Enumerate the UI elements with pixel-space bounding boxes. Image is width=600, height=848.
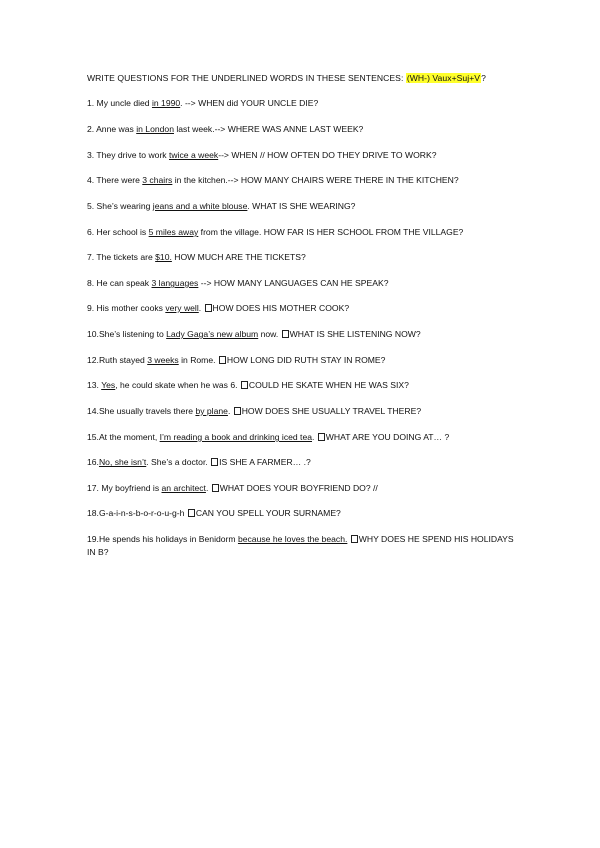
arrow-symbol-icon (351, 535, 358, 543)
list-item (87, 354, 527, 367)
title-end: ? (481, 73, 486, 83)
underlined-words: $10. (155, 252, 172, 262)
sentence-start: 1. My uncle died (87, 98, 152, 108)
underlined-words: Lady Gaga’s new album (166, 329, 259, 339)
question-text: HOW DOES HIS MOTHER COOK? (212, 303, 350, 313)
list-item (87, 277, 527, 290)
underlined-words: very well (165, 303, 199, 313)
sentence-end: . (312, 432, 317, 442)
list-item (87, 226, 527, 239)
sentence-end: . She’s a doctor. (146, 457, 211, 467)
question-text: last week.--> WHERE WAS ANNE LAST WEEK? (173, 124, 364, 134)
question-text: --> HOW MANY LANGUAGES CAN HE SPEAK? (198, 278, 389, 288)
underlined-words: 3 languages (151, 278, 199, 288)
list-item (87, 379, 527, 392)
sentence-start: 8. He can speak (87, 278, 152, 288)
list-item (87, 456, 527, 469)
list-item (87, 328, 527, 341)
list-item (87, 431, 527, 444)
list-item (87, 251, 527, 264)
underlined-words: Yes (101, 380, 116, 390)
list-item (87, 174, 527, 187)
underlined-words: I’m reading a book and drinking iced tea (159, 432, 313, 442)
underlined-words: 5 miles away (148, 227, 199, 237)
sentence-end: . (198, 303, 204, 313)
arrow-symbol-icon (282, 330, 289, 338)
arrow-symbol-icon (188, 509, 195, 517)
underlined-words: by plane (195, 406, 228, 416)
arrow-symbol-icon (205, 304, 212, 312)
underlined-words: 3 chairs (142, 175, 173, 185)
title-text: WRITE QUESTIONS FOR THE UNDERLINED WORDS IN THESE SENTENCES: (87, 73, 406, 83)
sentence-start: 9. His mother cooks (87, 303, 166, 313)
sentence-end: in Rome. (178, 355, 218, 365)
question-text: . --> WHEN did YOUR UNCLE DIE? (180, 98, 319, 108)
sentence-start: 3. They drive to work (87, 150, 169, 160)
arrow-symbol-icon (241, 381, 248, 389)
underlined-words: in London (136, 124, 174, 134)
underlined-words: No, she isn’t (98, 457, 147, 467)
sentence-start: 12.Ruth stayed (87, 355, 148, 365)
underlined-words: in 1990 (151, 98, 181, 108)
question-text: --> WHEN // HOW OFTEN DO THEY DRIVE TO WORK? (218, 150, 437, 160)
question-text: HOW MUCH ARE THE TICKETS? (171, 252, 306, 262)
sentence-start: 18.G-a-i-n-s-b-o-r-o-u-g-h (87, 508, 187, 518)
sentence-end: , he could skate when he was 6. (115, 380, 240, 390)
arrow-symbol-icon (212, 484, 219, 492)
arrow-symbol-icon (211, 458, 218, 466)
arrow-symbol-icon (318, 433, 325, 441)
sentence-start: 17. My boyfriend is (87, 483, 162, 493)
underlined-words: an architect (161, 483, 206, 493)
underlined-words: because he loves the beach. (237, 534, 348, 544)
sentence-end: . (227, 406, 233, 416)
question-text: IS SHE A FARMER… .? (219, 457, 311, 467)
question-text: . WHAT IS SHE WEARING? (247, 201, 356, 211)
question-text: HOW DOES SHE USUALLY TRAVEL THERE? (241, 406, 422, 416)
question-text: WHAT DOES YOUR BOYFRIEND DO? // (219, 483, 378, 493)
list-item (87, 97, 527, 110)
sentence-start: 14.She usually travels there (87, 406, 196, 416)
question-text: COULD HE SKATE WHEN HE WAS SIX? (248, 380, 409, 390)
list-item (87, 507, 527, 520)
list-item (87, 123, 527, 136)
question-text: CAN YOU SPELL YOUR SURNAME? (195, 508, 341, 518)
sentence-end: . (205, 483, 211, 493)
underlined-words: jeans and a white blouse (152, 201, 248, 211)
sentence-end: now. (258, 329, 281, 339)
list-item (87, 405, 527, 418)
worksheet-title (87, 73, 547, 83)
list-item (87, 533, 517, 559)
sentence-start: 6. Her school is (87, 227, 149, 237)
sentence-end (347, 534, 349, 544)
question-text: WHAT ARE YOU DOING AT… ? (325, 432, 450, 442)
list-item (87, 482, 527, 495)
list-item (87, 302, 527, 315)
sentence-start: 15.At the moment, (87, 432, 160, 442)
list-item (87, 149, 527, 162)
question-text: WHY DOES HE SPEND HIS HOLIDAYS IN B? (87, 534, 514, 557)
question-text: in the kitchen.--> HOW MANY CHAIRS WERE THERE IN THE KITCHEN? (172, 175, 459, 185)
question-text: WHAT IS SHE LISTENING NOW? (289, 329, 421, 339)
underlined-words: twice a week (169, 150, 219, 160)
question-text: from the village. HOW FAR IS HER SCHOOL FROM THE VILLAGE? (198, 227, 464, 237)
arrow-symbol-icon (234, 407, 241, 415)
sentence-start: 7. The tickets are (87, 252, 156, 262)
underlined-words: 3 weeks (147, 355, 179, 365)
arrow-symbol-icon (219, 356, 226, 364)
title-highlight: (WH-) Vaux+Suj+V (406, 73, 481, 83)
sentence-start: 2. Anne was (87, 124, 137, 134)
sentence-start: 10.She’s listening to (87, 329, 167, 339)
question-text: HOW LONG DID RUTH STAY IN ROME? (226, 355, 386, 365)
sentence-start: 16. (87, 457, 99, 467)
sentence-start: 5. She’s wearing (87, 201, 153, 211)
sentence-start: 4. There were (87, 175, 143, 185)
sentence-start: 19.He spends his holidays in Benidorm (87, 534, 238, 544)
sentence-start: 13. (87, 380, 102, 390)
list-item (87, 200, 527, 213)
